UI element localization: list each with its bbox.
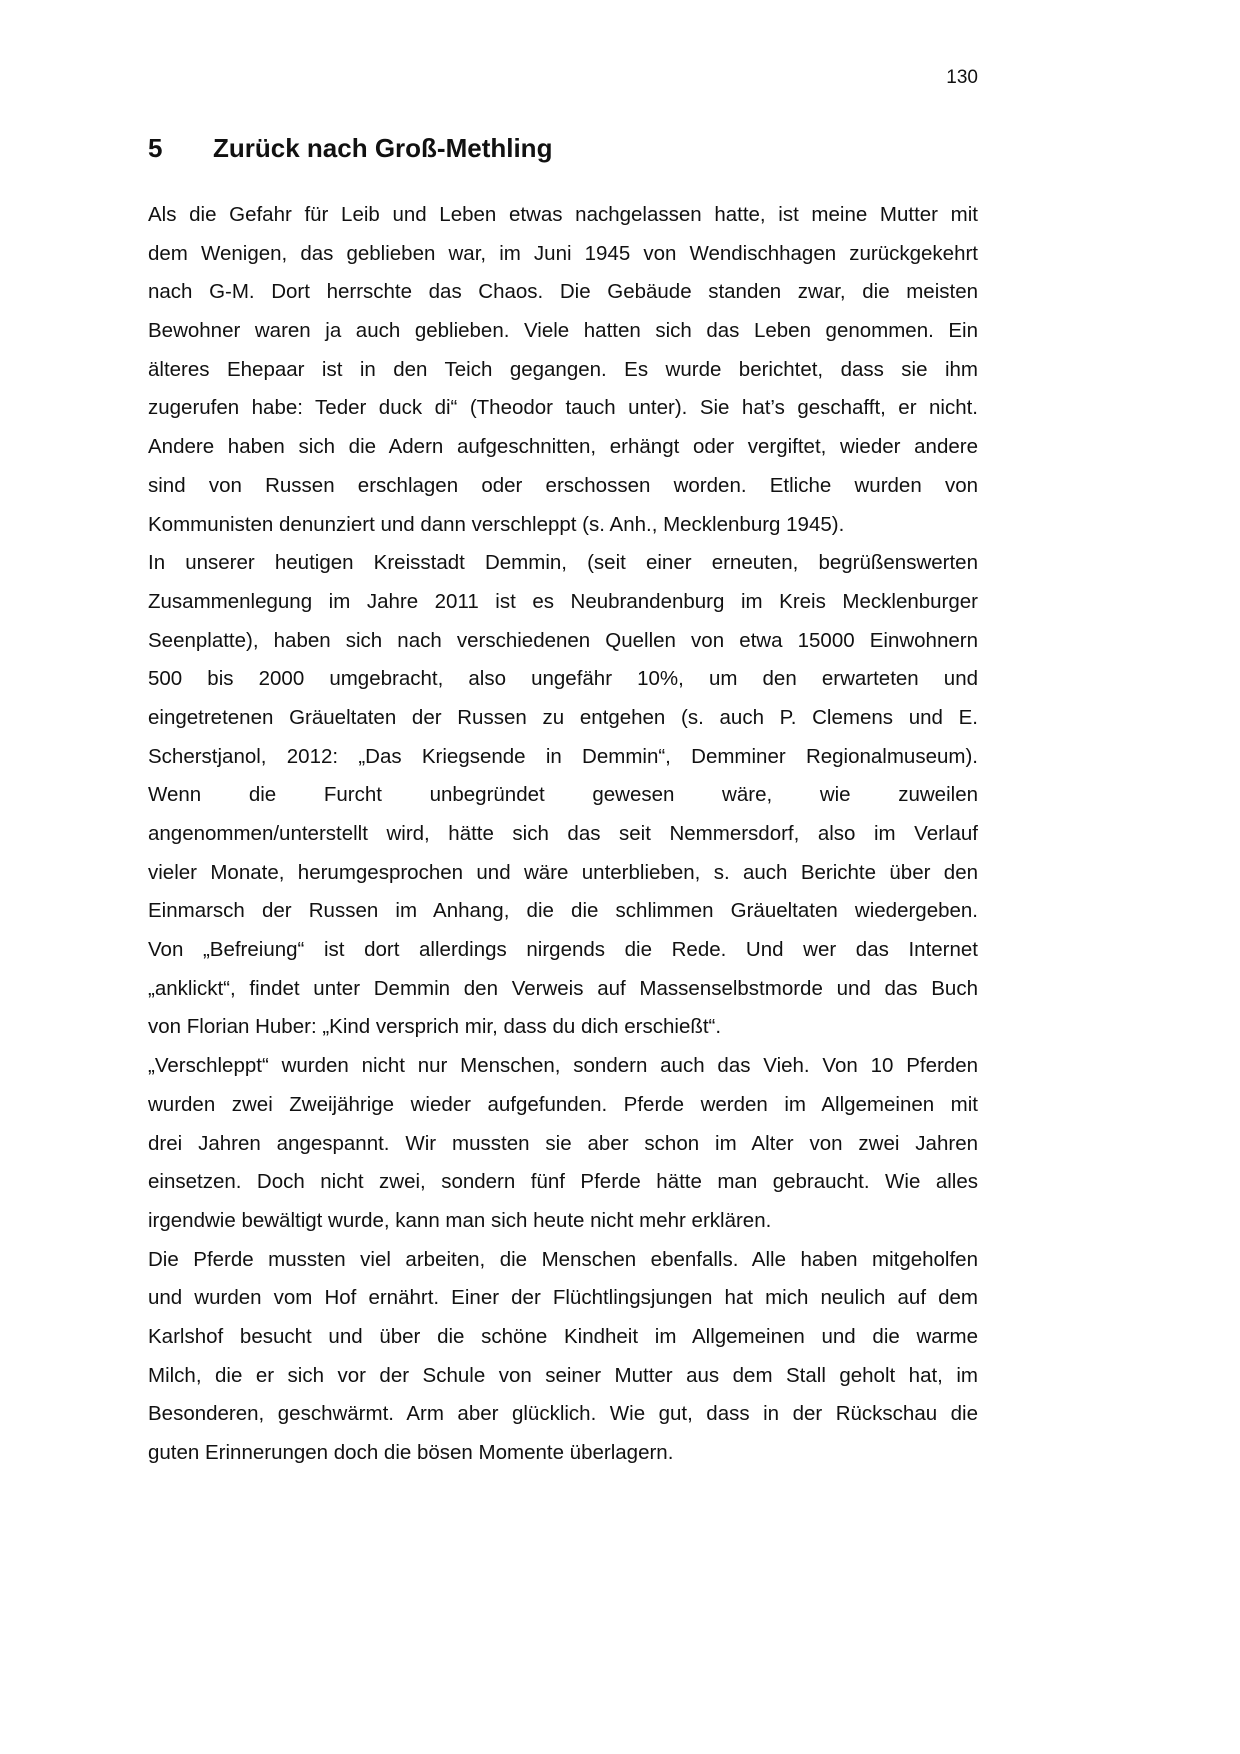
text-line: Seenplatte), haben sich nach verschiedenen Quellen von etwa 15000 Einwohnern (148, 628, 978, 652)
text-line: 500 bis 2000 umgebracht, also ungefähr 10%, um den erwarteten und (148, 667, 978, 691)
text-line: Milch, die er sich vor der Schule von seiner Mutter aus dem Stall geholt hat, im (148, 1363, 978, 1387)
text-line: Die Pferde mussten viel arbeiten, die Menschen ebenfalls. Alle haben mitgeholfen (148, 1247, 978, 1271)
text-line: wurden zwei Zweijährige wieder aufgefunden. Pferde werden im Allgemeinen mit (148, 1092, 978, 1116)
text-line: „anklickt“, findet unter Demmin den Verweis auf Massenselbstmorde und das Buch (148, 976, 978, 1000)
text-line: sind von Russen erschlagen oder erschossen worden. Etliche wurden von (148, 473, 978, 497)
text-line: angenommen/unterstellt wird, hätte sich das seit Nemmersdorf, also im Verlauf (148, 822, 978, 845)
text-line: und wurden vom Hof ernährt. Einer der Flüchtlingsjungen hat mich neulich auf dem (148, 1286, 978, 1310)
text-line: zugerufen habe: Teder duck di“ (Theodor tauch unter). Sie hat’s geschafft, er nicht. (148, 396, 978, 420)
text-line: eingetretenen Gräueltaten der Russen zu entgehen (s. auch P. Clemens und E. (148, 705, 978, 729)
text-line: Wenn die Furcht unbegründet gewesen wäre, wie zuweilen (148, 783, 978, 807)
text-line: vieler Monate, herumgesprochen und wäre unterblieben, s. auch Berichte über den (148, 860, 978, 884)
text-line: Besonderen, geschwärmt. Arm aber glücklich. Wie gut, dass in der Rückschau die (148, 1402, 978, 1426)
text-line: älteres Ehepaar ist in den Teich gegangen. Es wurde berichtet, dass sie ihm (148, 357, 978, 381)
text-line: In unserer heutigen Kreisstadt Demmin, (seit einer erneuten, begrüßenswerten (148, 551, 978, 575)
text-line: Von „Befreiung“ ist dort allerdings nirgends die Rede. Und wer das Internet (148, 938, 978, 962)
text-line: Kommunisten denunziert und dann verschleppt (s. Anh., Mecklenburg 1945). (148, 512, 845, 536)
text-line: von Florian Huber: „Kind versprich mir, dass du dich erschießt“. (148, 1015, 722, 1039)
page-number: 130 (946, 67, 978, 88)
chapter-title: Zurück nach Groß-Methling (213, 133, 553, 163)
text-line: Einmarsch der Russen im Anhang, die die schlimmen Gräueltaten wiedergeben. (148, 899, 978, 923)
text-line: Bewohner waren ja auch geblieben. Viele hatten sich das Leben genommen. Ein (148, 319, 978, 343)
text-line: irgendwie bewältigt wurde, kann man sich heute nicht mehr erklären. (148, 1208, 772, 1232)
chapter-number: 5 (148, 133, 163, 163)
text-line: Scherstjanol, 2012: „Das Kriegsende in Demmin“, Demminer Regionalmuseum). (148, 744, 978, 768)
text-line: Karlshof besucht und über die schöne Kindheit im Allgemeinen und die warme (148, 1324, 978, 1348)
text-line: Andere haben sich die Adern aufgeschnitten, erhängt oder vergiftet, wieder andere (148, 435, 978, 459)
text-line: nach G-M. Dort herrschte das Chaos. Die Gebäude standen zwar, die meisten (148, 280, 978, 304)
text-line: „Verschleppt“ wurden nicht nur Menschen, sondern auch das Vieh. Von 10 Pferden (148, 1054, 978, 1078)
body-text (148, 196, 978, 1473)
text-line: einsetzen. Doch nicht zwei, sondern fünf Pferde hätte man gebraucht. Wie alles (148, 1170, 978, 1194)
text-line: dem Wenigen, das geblieben war, im Juni 1945 von Wendischhagen zurückgekehrt (148, 241, 978, 265)
text-line: guten Erinnerungen doch die bösen Momente überlagern. (148, 1441, 674, 1464)
chapter-heading (148, 132, 552, 164)
text-line: Zusammenlegung im Jahre 2011 ist es Neubrandenburg im Kreis Mecklenburger (148, 589, 978, 613)
text-line: drei Jahren angespannt. Wir mussten sie aber schon im Alter von zwei Jahren (148, 1131, 978, 1155)
text-line: Als die Gefahr für Leib und Leben etwas nachgelassen hatte, ist meine Mutter mit (148, 203, 978, 226)
